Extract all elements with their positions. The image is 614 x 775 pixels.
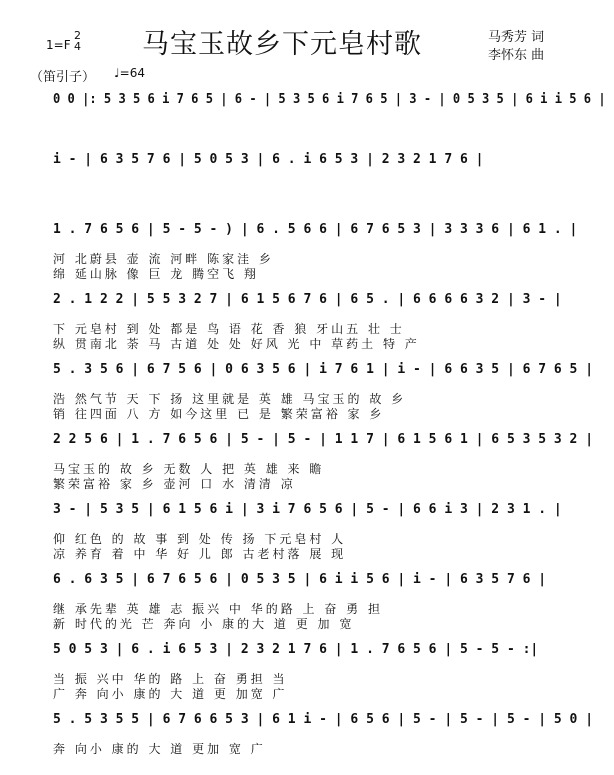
time-top: 2 — [74, 29, 81, 42]
lyric-line-2: 纵 贯南北 荼 马 古道 处 处 好风 光 中 草药土 特 产 — [53, 337, 420, 351]
composer-credit: 李怀东 曲 — [488, 48, 545, 63]
notation-line: i - | 6 3 5 7 6 | 5 0 5 3 | 6 . i 6 5 3 | 2 3 2 1 7 6 | — [53, 152, 484, 167]
key-signature: 1=F — [46, 38, 71, 52]
lyric-line-2: 销 往四面 八 方 如今这里 已 是 繁荣富裕 家 乡 — [53, 407, 385, 421]
notation-line: 5 0 5 3 | 6 . i 6 5 3 | 2 3 2 1 7 6 | 1 . 7 6 5 6 | 5 - 5 - :| — [53, 642, 539, 657]
lyric-line-2: 凉 养育 着 中 华 好 儿 郎 古老村落 展 现 — [53, 547, 347, 561]
lyric-line-2: 广 奔 向小 康的 大 道 更 加宽 广 — [53, 687, 288, 701]
beam-line — [53, 110, 553, 111]
notation-line: 2 . 1 2 2 | 5 5 3 2 7 | 6 1 5 6 7 6 | 6 5 . | 6 6 6 6 3 2 | 3 - | — [53, 292, 562, 307]
beam-line — [53, 170, 553, 171]
lyric-line-1: 浩 然气节 天 下 扬 这里就是 英 雄 马宝玉的 故 乡 — [53, 392, 407, 406]
notation-line: 2 2 5 6 | 1 . 7 6 5 6 | 5 - | 5 - | 1 1 7 | 6 1 5 6 1 | 6 5 3 5 3 2 | — [53, 432, 594, 447]
lyric-line-1: 马宝玉的 故 乡 无数 人 把 英 雄 来 瞻 — [53, 462, 325, 476]
beam-line — [53, 380, 553, 381]
beam-line — [53, 310, 553, 311]
notation-line: 1 . 7 6 5 6 | 5 - 5 - ) | 6 . 5 6 6 | 6 7 6 5 3 | 3 3 3 6 | 6 1 . | — [53, 222, 578, 237]
notation-line: 0 0 |: 5 3 5 6 i 7 6 5 | 6 - | 5 3 5 6 i 7 6 5 | 3 - | 0 5 3 5 | 6 i i 5 6 | — [53, 92, 606, 107]
time-bottom: 4 — [74, 40, 81, 53]
beam-line — [53, 520, 553, 521]
lyric-line-1: 继 承先辈 英 雄 志 振兴 中 华的路 上 奋 勇 担 — [53, 602, 383, 616]
lyric-line-1: 当 振 兴中 华的 路 上 奋 勇担 当 — [53, 672, 288, 686]
notation-line: 6 . 6 3 5 | 6 7 6 5 6 | 0 5 3 5 | 6 i i 5 6 | i - | 6 3 5 7 6 | — [53, 572, 547, 587]
song-title: 马宝玉故乡下元皂村歌 — [142, 29, 422, 60]
lyric-line-2: 绵 延山脉 像 巨 龙 腾空飞 翔 — [53, 267, 259, 281]
section-label: （笛引子） — [30, 70, 96, 85]
lyric-line-2: 繁荣富裕 家 乡 壶河 口 水 清清 凉 — [53, 477, 296, 491]
notation-line: 5 . 5 3 5 5 | 6 7 6 6 5 3 | 6 1 i - | 6 5 6 | 5 - | 5 - | 5 - | 5 0 | — [53, 712, 594, 727]
beam-line — [53, 240, 553, 241]
lyric-line-2: 新 时代的光 芒 奔向 小 康的大 道 更 加 宽 — [53, 617, 355, 631]
lyric-line-1: 仰 红色 的 故 事 到 处 传 扬 下元皂村 人 — [53, 532, 347, 546]
notation-line: 3 - | 5 3 5 | 6 1 5 6 i | 3 i 7 6 5 6 | 5 - | 6 6 i 3 | 2 3 1 . | — [53, 502, 562, 517]
beam-line — [53, 660, 553, 661]
beam-line — [53, 590, 553, 591]
lyricist-credit: 马秀芳 词 — [488, 30, 545, 45]
lyric-line-1: 奔 向小 康的 大 道 更加 宽 广 — [53, 742, 266, 756]
beam-line — [53, 450, 553, 451]
tempo-marking: ♩=64 — [114, 66, 145, 80]
lyric-line-1: 下 元皂村 到 处 都是 鸟 语 花 香 狼 牙山五 壮 士 — [53, 322, 405, 336]
time-signature — [74, 30, 81, 52]
lyric-line-1: 河 北蔚县 壶 流 河畔 陈家洼 乡 — [53, 252, 274, 266]
beam-line — [53, 730, 553, 731]
notation-line: 5 . 3 5 6 | 6 7 5 6 | 0 6 3 5 6 | i 7 6 1 | i - | 6 6 3 5 | 6 7 6 5 | — [53, 362, 594, 377]
